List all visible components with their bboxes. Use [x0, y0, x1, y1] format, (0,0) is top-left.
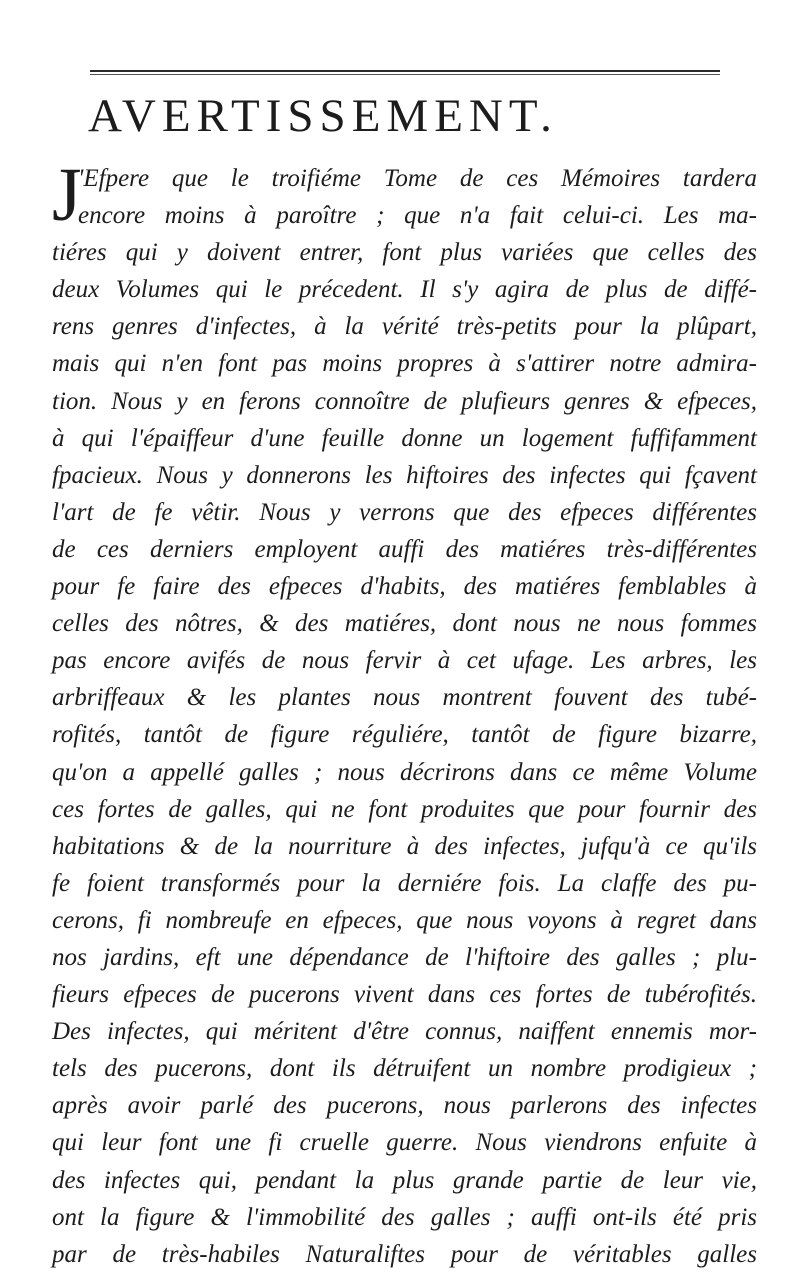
- text-line: deux Volumes qui le précedent. Il s'y agira de plus de diffé-: [52, 276, 757, 304]
- text-line: ont la figure & l'immobilité des galles ; auffi ont-ils été pris: [52, 1203, 757, 1231]
- text-line: rofités, tantôt de figure réguliére, tantôt de figure bizarre,: [52, 721, 757, 749]
- text-line: arbriffeaux & les plantes nous montrent fouvent des tubé-: [52, 684, 757, 712]
- text-line: pour fe faire des efpeces d'habits, des matiéres femblables à: [52, 573, 757, 601]
- text-line: qui leur font une fi cruelle guerre. Nous viendrons enfuite à: [52, 1129, 757, 1157]
- text-line: fpacieux. Nous y donnerons les hiftoires des infectes qui fçavent: [52, 461, 757, 489]
- text-line: Des infectes, qui méritent d'être connus, naiffent ennemis mor-: [52, 1018, 757, 1046]
- drop-cap: J: [52, 153, 82, 237]
- text-line: l'art de fe vêtir. Nous y verrons que des efpeces différentes: [52, 498, 757, 526]
- text-line: après avoir parlé des pucerons, nous parlerons des infectes: [52, 1092, 757, 1120]
- text-line: par de très-habiles Naturaliftes pour de véritables galles: [52, 1240, 757, 1268]
- text-line: cerons, fi nombreufe en efpeces, que nous voyons à regret dans: [52, 906, 757, 934]
- text-line: celles des nôtres, & des matiéres, dont nous ne nous fommes: [52, 610, 757, 638]
- text-line: ces fortes de galles, qui ne font produites que pour fournir des: [52, 795, 757, 823]
- text-line: mais qui n'en font pas moins propres à s'attirer notre admira-: [52, 350, 757, 378]
- text-line: rens genres d'infectes, à la vérité très-petits pour la plûpart,: [52, 313, 757, 341]
- text-line: tiéres qui y doivent entrer, font plus variées que celles des: [52, 239, 757, 267]
- text-line: des infectes qui, pendant la plus grande partie de leur vie,: [52, 1166, 757, 1194]
- text-line: fe foient transformés pour la derniére fois. La claffe des pu-: [52, 869, 757, 897]
- text-line: pas encore avifés de nous fervir à cet ufage. Les arbres, les: [52, 647, 757, 675]
- text-line: habitations & de la nourriture à des infectes, jufqu'à ce qu'ils: [52, 832, 757, 860]
- top-rule: [90, 70, 720, 72]
- text-line: tels des pucerons, dont ils détruifent un nombre prodigieux ;: [52, 1055, 757, 1083]
- text-line: encore moins à paroître ; que n'a fait celui-ci. Les ma-: [78, 202, 757, 230]
- text-line: fieurs efpeces de pucerons vivent dans ces fortes de tubérofités.: [52, 981, 757, 1009]
- text-line: 'Efpere que le troifiéme Tome de ces Mémoires tardera: [78, 165, 757, 192]
- text-line: à qui l'épaiffeur d'une feuille donne un logement fuffifamment: [52, 424, 757, 452]
- text-line: qu'on a appellé galles ; nous décrirons dans ce même Volume: [52, 758, 757, 786]
- text-line: de ces derniers employent auffi des matiéres très-différentes: [52, 535, 757, 563]
- body-text: [52, 160, 757, 1273]
- text-line: nos jardins, eft une dépendance de l'hiftoire des galles ; plu-: [52, 943, 757, 971]
- text-line: tion. Nous y en ferons connoître de plufieurs genres & efpeces,: [52, 387, 757, 415]
- page-heading: AVERTISSEMENT.: [88, 90, 558, 142]
- top-rule-thin: [90, 74, 720, 75]
